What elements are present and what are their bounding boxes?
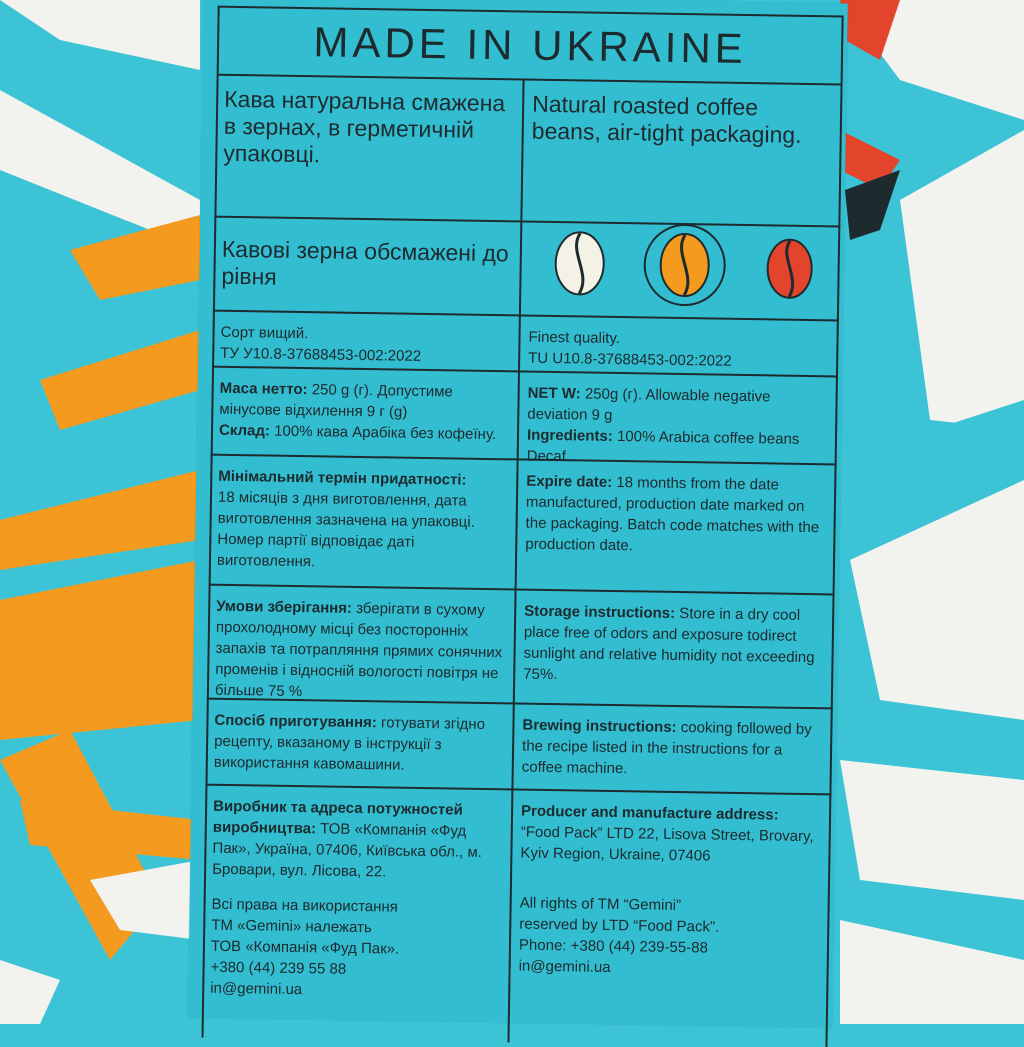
storage-ua-text: зберігати в сухому прохолодному місці без посторонніх запахів та потрапляння прямих сонячних променів і відносній вологості повітря не більше 75 % xyxy=(214,599,503,701)
mass-ua-text: 250 g (г). Допустиме мінусове відхилення 9 г (g) xyxy=(219,381,453,421)
quality-ua xyxy=(220,322,513,369)
quality-ua-line1: Сорт вищий. xyxy=(220,323,309,343)
brewing-en-text: cooking followed by the recipe listed in the instructions for a coffee machine. xyxy=(521,719,812,778)
quality-en-line1: Finest quality. xyxy=(528,328,621,348)
mass-ua xyxy=(219,378,512,446)
producer-ua-label: Виробник та адреса потужностей виробництва: xyxy=(212,797,463,838)
rights-ua-phone: +380 (44) 239 55 88 xyxy=(210,958,347,978)
rights-en-email: in@gemini.ua xyxy=(518,957,611,976)
rights-en-line1: All rights of TM “Gemini” xyxy=(519,894,682,915)
quality-en-line2: TU U10.8-37688453-002:2022 xyxy=(528,349,732,370)
ingredients-en-text: 100% Arabica coffee beans Decaf. xyxy=(526,428,800,466)
storage-ua-label: Умови зберігання: xyxy=(216,597,353,617)
expiry-ua-label: Мінімальний термін придатності: xyxy=(218,467,467,489)
composition-ua-label: Склад: xyxy=(218,421,271,440)
expiry-en-label: Expire date: xyxy=(526,472,613,491)
quality-en xyxy=(528,327,829,374)
producer-en-label: Producer and manufacture address: xyxy=(520,802,779,824)
brewing-en xyxy=(522,715,823,783)
medium-roast-bean-icon xyxy=(644,224,725,305)
storage-ua xyxy=(215,596,509,706)
mass-en xyxy=(527,383,828,472)
brewing-ua-text: готувати згідно рецепту, вказаному в інструкції з використання кавомашини. xyxy=(213,714,486,774)
roast-level-ua: Кавові зерна обсмажені до рівня xyxy=(221,235,509,290)
mass-en-text: 250g (г). Allowable negative deviation 9 g xyxy=(527,385,771,424)
rights-en xyxy=(519,893,820,982)
quality-ua-line2: ТУ У10.8-37688453-002:2022 xyxy=(220,344,422,365)
made-in-ukraine-title: MADE IN UKRAINE xyxy=(219,8,842,86)
producer-en xyxy=(520,801,821,869)
dark-roast-bean-icon xyxy=(767,239,812,298)
rights-ua-line2: ТМ «Gemini» належать xyxy=(211,916,372,937)
expiry-en-text: 18 months from the date manufactured, production date marked on the packaging. Batch code matches with the production date. xyxy=(525,474,820,555)
mass-en-label: NET W: xyxy=(527,384,581,403)
storage-en-label: Storage instructions: xyxy=(524,602,676,622)
rights-ua xyxy=(210,894,504,1004)
expiry-en xyxy=(525,471,826,560)
producer-ua-text: ТОВ «Компанія «Фуд Пак», Україна, 07406, Київська обл., м. Бровари, вул. Лісова, 22. xyxy=(212,820,483,881)
mass-ua-label: Маса нетто: xyxy=(219,379,308,399)
rights-ua-line3: ТОВ «Компанія «Фуд Пак». xyxy=(210,937,400,958)
producer-en-text: “Food Pack” LTD 22, Lisova Street, Brovary, Kyiv Region, Ukraine, 07406 xyxy=(520,823,814,865)
rights-en-phone: Phone: +380 (44) 239-55-88 xyxy=(518,936,709,957)
ingredients-en-label: Ingredients: xyxy=(526,426,613,445)
brewing-en-label: Brewing instructions: xyxy=(522,716,677,736)
storage-en-text: Store in a dry cool place free of odors and exposure todirect sunlight and relative humidity not exceeding 75%. xyxy=(523,605,815,684)
brewing-ua xyxy=(214,710,507,778)
rights-en-line2: reserved by LTD “Food Pack”. xyxy=(519,915,720,936)
expiry-ua xyxy=(217,466,511,576)
rights-ua-email: in@gemini.ua xyxy=(210,979,303,999)
composition-ua-text: 100% кава Арабіка без кофеїну. xyxy=(273,422,497,444)
light-roast-bean-icon xyxy=(555,232,604,295)
intro-ua: Кава натуральна смажена в зернах, в герметичній упаковці. xyxy=(223,85,506,168)
info-panel xyxy=(188,0,848,1027)
expiry-ua-text: 18 місяців з дня виготовлення, дата виготовлення зазначена на упаковці. Номер партії відповідає даті виготовлення. xyxy=(216,488,475,571)
intro-en: Natural roasted coffee beans, air-tight packaging. xyxy=(531,90,802,148)
rights-ua-line1: Всі права на використання xyxy=(211,895,399,916)
roast-level-beans xyxy=(539,221,830,316)
storage-en xyxy=(523,601,824,690)
brewing-ua-label: Спосіб приготування: xyxy=(214,711,377,732)
producer-ua xyxy=(212,796,505,885)
